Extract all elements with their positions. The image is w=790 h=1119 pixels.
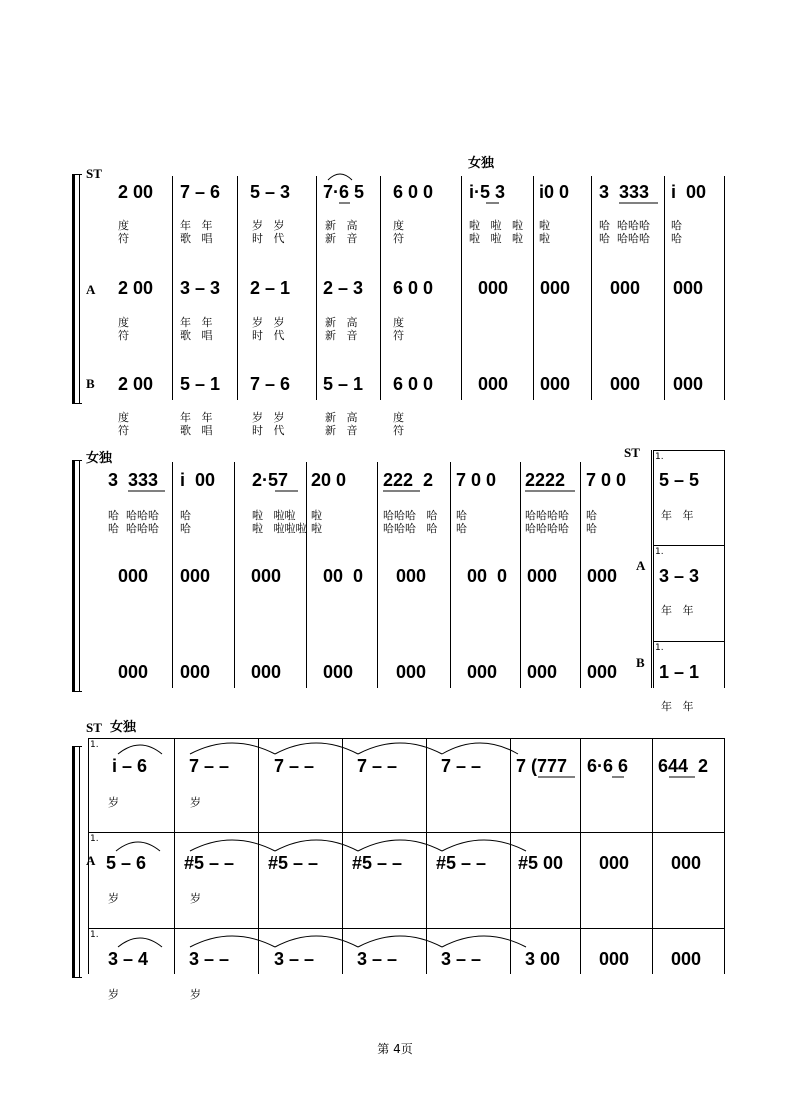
lyric: 啦 xyxy=(539,219,550,232)
lyric: 符 xyxy=(118,424,129,437)
st-measure: 2222 xyxy=(525,470,566,490)
a-measure: 000 xyxy=(180,566,211,586)
volta-number: 1. xyxy=(655,452,664,462)
st-measure: 7·6 5 xyxy=(323,182,365,202)
tie xyxy=(442,936,526,947)
a-measure: 000 xyxy=(527,566,558,586)
b-measure: 1 – 1 xyxy=(659,662,700,682)
lyric: 时 代 xyxy=(252,232,285,245)
a-measure: #5 – – xyxy=(184,853,235,873)
lyric: 哈 xyxy=(180,522,191,535)
lyric: 哈 哈哈哈 xyxy=(599,232,650,245)
tie xyxy=(358,936,442,947)
lyric: 啦 xyxy=(311,509,322,522)
b-measure: 000 xyxy=(478,374,509,394)
lyric: 度 xyxy=(393,411,404,424)
lyric: 啦 啦啦 xyxy=(252,509,296,522)
lyric: 符 xyxy=(393,232,404,245)
lyric: 岁 xyxy=(108,988,119,1001)
tie xyxy=(442,840,526,851)
lyric: 歌 唱 xyxy=(180,232,213,245)
lyric: 度 xyxy=(118,219,129,232)
tie xyxy=(442,743,518,754)
lyric: 符 xyxy=(393,424,404,437)
lyric: 新 音 xyxy=(325,329,358,342)
part-label-a: A xyxy=(636,558,646,573)
lyric: 哈哈哈哈 xyxy=(525,509,569,522)
a-measure: 2 – 3 xyxy=(323,278,364,298)
slur xyxy=(118,938,162,947)
lyric: 哈哈哈 哈 xyxy=(383,509,438,522)
lyric: 哈 哈哈哈 xyxy=(108,522,159,535)
lyric: 时 代 xyxy=(252,424,285,437)
lyric: 新 高 xyxy=(325,219,358,232)
st-measure: 5 – 3 xyxy=(250,182,291,202)
st-measure: 644 2 xyxy=(658,756,709,776)
lyric: 哈哈哈 哈 xyxy=(383,522,438,535)
solo-label: 女独 xyxy=(468,156,495,171)
lyric: 年 年 xyxy=(180,219,213,232)
lyric: 哈 xyxy=(586,509,597,522)
a-measure: 000 xyxy=(118,566,149,586)
a-measure: #5 – – xyxy=(436,853,487,873)
page-number: 第 4页 xyxy=(377,1042,413,1056)
a-measure: 000 xyxy=(396,566,427,586)
lyric: 年 年 xyxy=(661,509,694,522)
a-measure: 00 0 xyxy=(323,566,364,586)
st-measure: 7 0 0 xyxy=(456,470,497,490)
slur xyxy=(328,174,352,180)
a-measure: #5 00 xyxy=(518,853,564,873)
volta-number: 1. xyxy=(655,643,664,653)
tie xyxy=(190,936,275,947)
part-label-b: B xyxy=(86,376,95,391)
st-measure: 6·6 6 xyxy=(587,756,629,776)
st-measure: 2 00 xyxy=(118,182,154,202)
st-measure: 7 – – xyxy=(441,756,482,776)
b-measure: 000 xyxy=(540,374,571,394)
lyric: 哈 xyxy=(180,509,191,522)
b-measure: 3 – – xyxy=(189,949,230,969)
lyric: 哈 xyxy=(671,232,682,245)
tie xyxy=(275,743,358,754)
b-measure: 000 xyxy=(610,374,641,394)
lyric: 度 xyxy=(393,316,404,329)
a-measure: 6 0 0 xyxy=(393,278,434,298)
part-label-st: ST xyxy=(624,445,640,460)
b-measure: 000 xyxy=(467,662,498,682)
st-measure: 2·57 xyxy=(252,470,289,490)
b-measure: 7 – 6 xyxy=(250,374,291,394)
st-measure: 5 – 5 xyxy=(659,470,700,490)
part-label-a: A xyxy=(86,853,96,868)
lyric: 新 音 xyxy=(325,232,358,245)
lyric: 歌 唱 xyxy=(180,329,213,342)
st-measure: 3 333 xyxy=(599,182,650,202)
lyric: 哈 哈哈哈 xyxy=(599,219,650,232)
lyric: 歌 唱 xyxy=(180,424,213,437)
lyric: 符 xyxy=(118,232,129,245)
lyric: 符 xyxy=(118,329,129,342)
lyric: 啦 xyxy=(539,232,550,245)
lyric: 岁 岁 xyxy=(252,316,285,329)
volta-number: 1. xyxy=(90,834,99,844)
part-label-b: B xyxy=(636,655,645,670)
a-measure: 000 xyxy=(478,278,509,298)
tie xyxy=(358,743,442,754)
lyric: 符 xyxy=(393,329,404,342)
lyric: 啦 啦 啦 xyxy=(469,232,523,245)
lyric: 哈哈哈哈 xyxy=(525,522,569,535)
st-measure: 7 – – xyxy=(357,756,398,776)
tie xyxy=(275,936,358,947)
tie xyxy=(190,840,275,851)
a-measure: 5 – 6 xyxy=(106,853,147,873)
st-measure: 7 (777 xyxy=(516,756,568,776)
a-measure: 000 xyxy=(610,278,641,298)
b-measure: 5 – 1 xyxy=(323,374,364,394)
lyric: 岁 岁 xyxy=(252,411,285,424)
part-label-a: A xyxy=(86,282,96,297)
st-measure: i 00 xyxy=(671,182,707,202)
a-measure: 000 xyxy=(540,278,571,298)
a-measure: 000 xyxy=(599,853,630,873)
b-measure: 000 xyxy=(180,662,211,682)
st-measure: 7 – – xyxy=(274,756,315,776)
b-measure: 000 xyxy=(118,662,149,682)
lyric: 新 音 xyxy=(325,424,358,437)
st-measure: i – 6 xyxy=(112,756,148,776)
a-measure: 000 xyxy=(251,566,282,586)
b-measure: 3 – 4 xyxy=(108,949,149,969)
volta-number: 1. xyxy=(90,740,99,750)
lyric: 哈 xyxy=(456,522,467,535)
b-measure: 3 00 xyxy=(525,949,561,969)
lyric: 岁 xyxy=(108,892,119,905)
st-measure: 3 333 xyxy=(108,470,159,490)
lyric: 啦 啦啦啦 xyxy=(252,522,307,535)
b-measure: 6 0 0 xyxy=(393,374,434,394)
lyric: 岁 xyxy=(190,988,201,1001)
b-measure: 000 xyxy=(396,662,427,682)
part-label-st: ST xyxy=(86,720,102,735)
lyric: 岁 xyxy=(190,796,201,809)
st-measure: 20 0 xyxy=(311,470,347,490)
b-measure: 000 xyxy=(599,949,630,969)
b-measure: 000 xyxy=(527,662,558,682)
a-measure: 3 – 3 xyxy=(180,278,221,298)
b-measure: 3 – – xyxy=(441,949,482,969)
lyric: 年 年 xyxy=(180,411,213,424)
lyric: 岁 xyxy=(108,796,119,809)
a-measure: 000 xyxy=(673,278,704,298)
st-measure: i 00 xyxy=(180,470,216,490)
a-measure: 000 xyxy=(587,566,618,586)
lyric: 啦 xyxy=(311,522,322,535)
b-measure: 000 xyxy=(323,662,354,682)
a-measure: #5 – – xyxy=(352,853,403,873)
tie xyxy=(358,840,442,851)
st-measure: 7 0 0 xyxy=(586,470,627,490)
lyric: 新 高 xyxy=(325,316,358,329)
volta-number: 1. xyxy=(90,930,99,940)
lyric: 年 年 xyxy=(661,604,694,617)
solo-label: 女独 xyxy=(86,451,113,466)
st-measure: i·5 3 xyxy=(469,182,506,202)
st-measure: 6 0 0 xyxy=(393,182,434,202)
tie xyxy=(190,743,275,754)
tie xyxy=(275,840,358,851)
b-measure: 000 xyxy=(671,949,702,969)
lyric: 年 年 xyxy=(180,316,213,329)
lyric: 啦 啦 啦 xyxy=(469,219,523,232)
lyric: 哈 xyxy=(671,219,682,232)
a-measure: 2 – 1 xyxy=(250,278,291,298)
a-measure: 3 – 3 xyxy=(659,566,700,586)
volta-number: 1. xyxy=(655,547,664,557)
b-measure: 000 xyxy=(587,662,618,682)
lyric: 度 xyxy=(118,411,129,424)
lyric: 哈 xyxy=(456,509,467,522)
b-measure: 5 – 1 xyxy=(180,374,221,394)
lyric: 度 xyxy=(393,219,404,232)
lyric: 年 年 xyxy=(661,700,694,713)
b-measure: 000 xyxy=(673,374,704,394)
b-measure: 2 00 xyxy=(118,374,154,394)
lyric: 度 xyxy=(118,316,129,329)
part-label-st: ST xyxy=(86,166,102,181)
b-measure: 000 xyxy=(251,662,282,682)
lyric: 哈 哈哈哈 xyxy=(108,509,159,522)
a-measure: #5 – – xyxy=(268,853,319,873)
lyric: 哈 xyxy=(586,522,597,535)
st-measure: 7 – – xyxy=(189,756,230,776)
slur xyxy=(116,842,160,851)
slur xyxy=(118,745,162,754)
solo-label: 女独 xyxy=(110,720,137,735)
lyric: 岁 xyxy=(190,892,201,905)
lyric: 时 代 xyxy=(252,329,285,342)
a-measure: 2 00 xyxy=(118,278,154,298)
lyric: 新 高 xyxy=(325,411,358,424)
b-measure: 3 – – xyxy=(274,949,315,969)
st-measure: 222 2 xyxy=(383,470,434,490)
st-measure: i0 0 xyxy=(539,182,570,202)
st-measure: 7 – 6 xyxy=(180,182,221,202)
b-measure: 3 – – xyxy=(357,949,398,969)
a-measure: 00 0 xyxy=(467,566,508,586)
lyric: 岁 岁 xyxy=(252,219,285,232)
a-measure: 000 xyxy=(671,853,702,873)
